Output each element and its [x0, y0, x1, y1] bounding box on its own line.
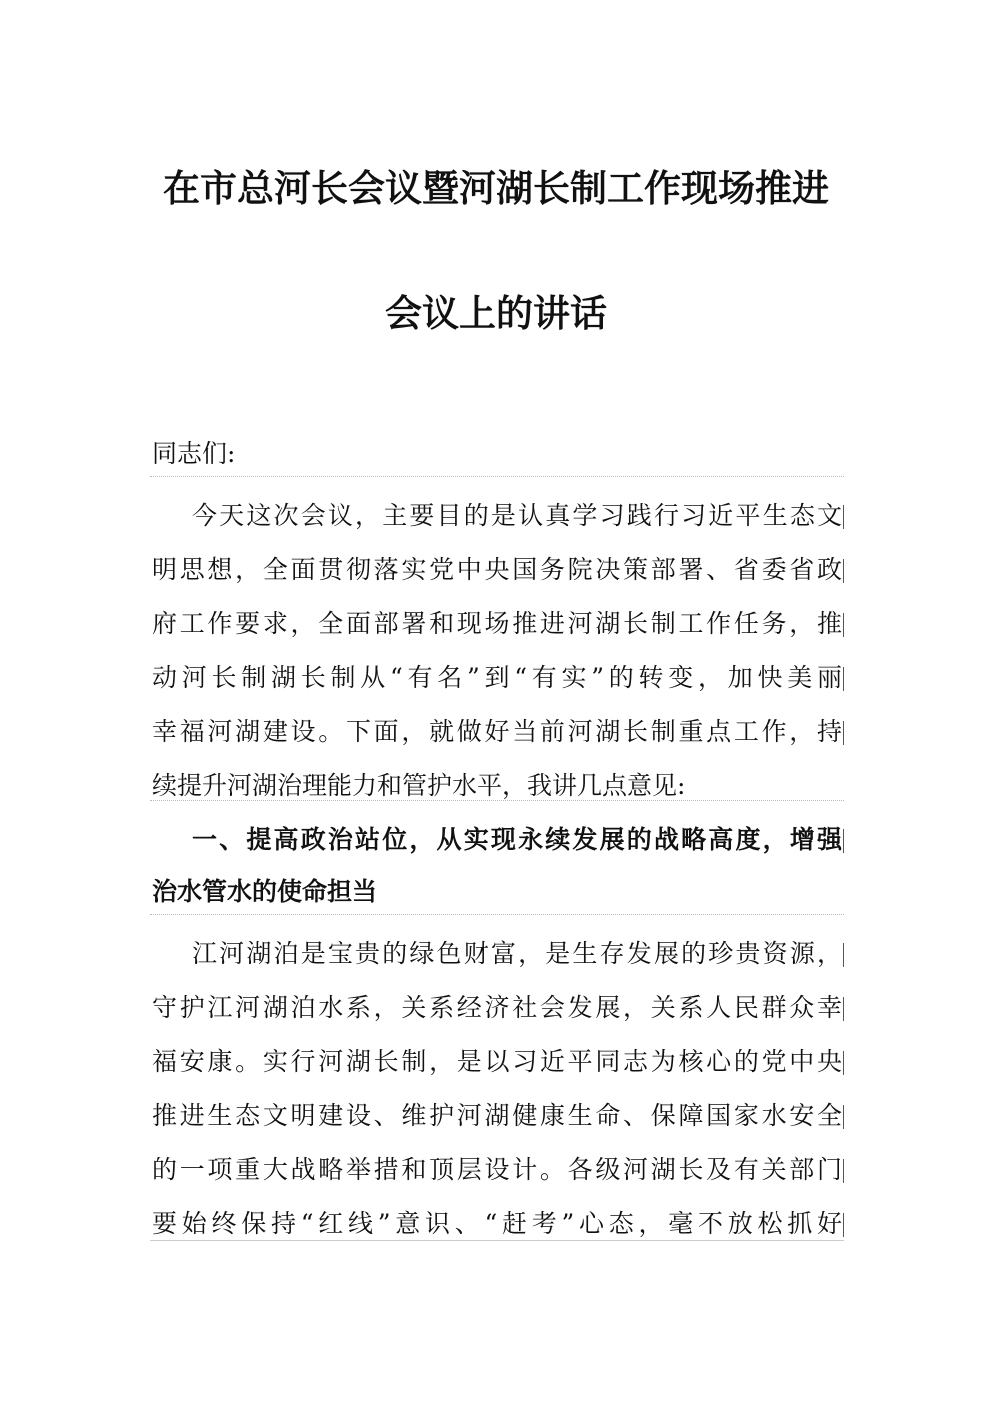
paragraph-2-line: 守护江河湖泊水系，关系经济社会发展，关系人民群众幸 [152, 993, 842, 1022]
document-title-line-1: 在市总河长会议暨河湖长制工作现场推进 [163, 167, 829, 210]
line-end-marker [843, 721, 844, 745]
line-end-marker [843, 1213, 844, 1237]
section-heading-line: 一、提高政治站位，从实现永续发展的战略高度，增强 [192, 825, 842, 854]
paragraph-2-line: 要始终保持“红线”意识、“赶考”心态，毫不放松抓好 [152, 1209, 842, 1238]
paragraph-1-line: 续提升河湖治理能力和管护水平，我讲几点意见: [152, 771, 686, 800]
line-end-marker [843, 613, 844, 637]
line-end-marker [843, 829, 844, 853]
line-end-marker [843, 1105, 844, 1129]
greeting: 同志们: [152, 439, 236, 468]
paragraph-2-line: 江河湖泊是宝贵的绿色财富，是生存发展的珍贵资源， [192, 939, 842, 968]
line-end-marker [843, 559, 844, 583]
paragraph-1-line: 今天这次会议，主要目的是认真学习践行习近平生态文 [192, 501, 842, 530]
separator-dotted [150, 914, 844, 915]
section-heading-line: 治水管水的使命担当 [152, 877, 378, 906]
paragraph-2-line: 推进生态文明建设、维护河湖健康生命、保障国家水安全 [152, 1101, 842, 1130]
line-end-marker [843, 1159, 844, 1183]
separator-dotted [150, 800, 844, 801]
line-end-marker [843, 943, 844, 967]
line-end-marker [843, 667, 844, 691]
separator-solid [150, 1240, 844, 1241]
document-title-line-2: 会议上的讲话 [385, 292, 607, 335]
paragraph-1-line: 明思想，全面贯彻落实党中央国务院决策部署、省委省政 [152, 555, 842, 584]
line-end-marker [843, 997, 844, 1021]
paragraph-1-line: 动河长制湖长制从“有名”到“有实”的转变，加快美丽 [152, 663, 842, 692]
line-end-marker [843, 505, 844, 529]
paragraph-1-line: 幸福河湖建设。下面，就做好当前河湖长制重点工作，持 [152, 717, 842, 746]
paragraph-2-line: 福安康。实行河湖长制，是以习近平同志为核心的党中央 [152, 1047, 842, 1076]
paragraph-1-line: 府工作要求，全面部署和现场推进河湖长制工作任务，推 [152, 609, 842, 638]
paragraph-2-line: 的一项重大战略举措和顶层设计。各级河湖长及有关部门 [152, 1155, 842, 1184]
line-end-marker [843, 1051, 844, 1075]
separator-dotted [150, 476, 844, 477]
